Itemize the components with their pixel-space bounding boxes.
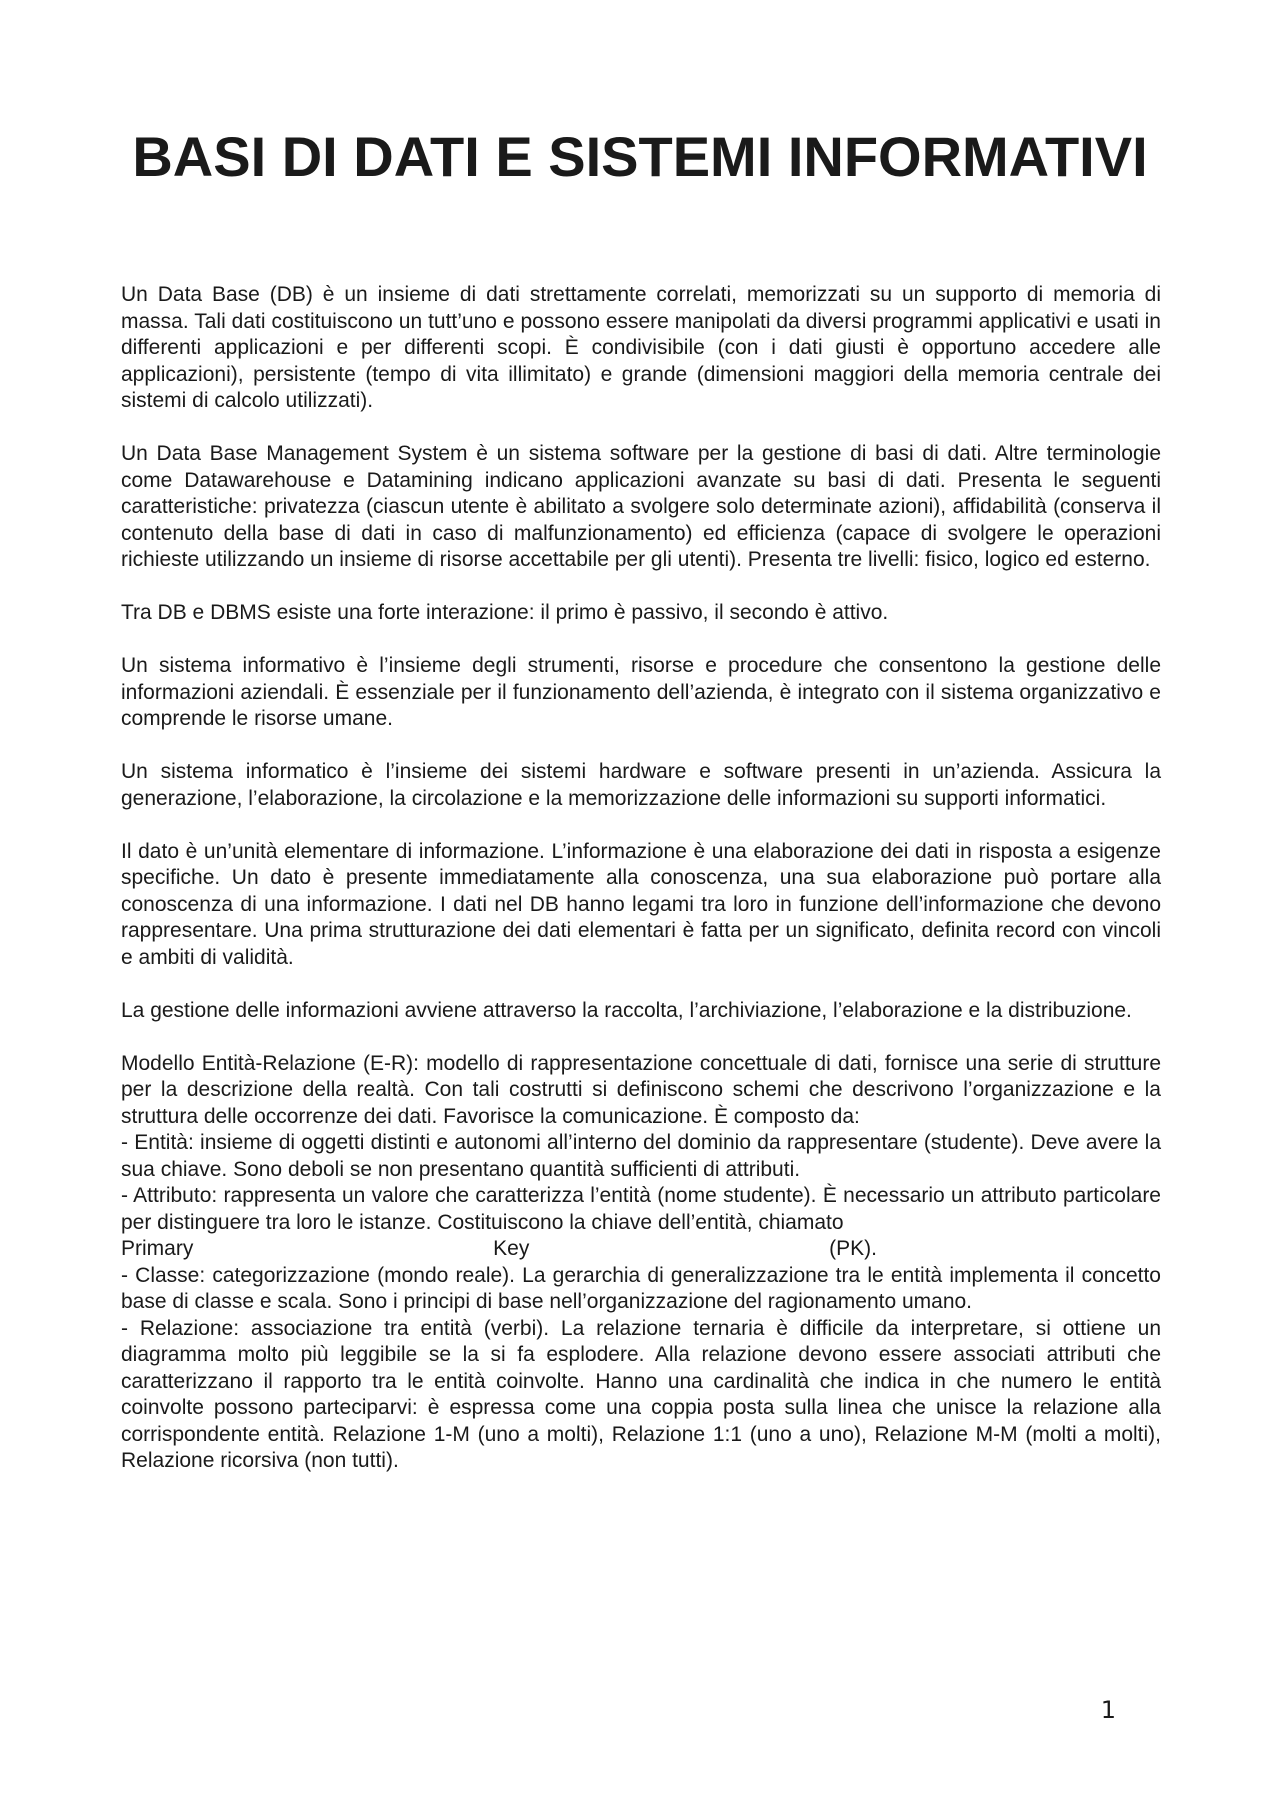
document-body	[121, 282, 1161, 1475]
paragraph-db-dbms-interaction: Tra DB e DBMS esiste una forte interazione: il primo è passivo, il secondo è attivo.	[121, 601, 889, 624]
primary-key-line	[121, 1236, 877, 1263]
er-components-list	[121, 1130, 1161, 1475]
pk-word-key: Key	[493, 1237, 530, 1260]
paragraph-gestione-informazioni: La gestione delle informazioni avviene attraverso la raccolta, l’archiviazione, l’elaborazione e la distribuzione.	[121, 998, 1132, 1022]
list-item-relazione: - Relazione: associazione tra entità (verbi). La relazione ternaria è difficile da interpretare, si ottiene un diagramma molto più leggibile se la si fa esplodere. Alla relazione devono essere associati attributi che caratterizzano il rapporto tra le entità coinvolte. Hanno una cardinalità che indica in che numero le entità coinvolte possono parteciparvi: è espressa come una coppia posta sulla linea che unisce la relazione alla corrispondente entità. Relazione 1-M (uno a molti), Relazione 1:1 (uno a uno), Relazione M-M (molti a molti), Relazione ricorsiva (non tutti).	[121, 1316, 1161, 1472]
paragraph-modello-er: Modello Entità-Relazione (E-R): modello di rappresentazione concettuale di dati, fornisce una serie di strutture per la descrizione della realtà. Con tali costrutti si definiscono schemi che descrivono l’organizzazione e la struttura delle occorrenze dei dati. Favorisce la comunicazione. È composto da:	[121, 1051, 1161, 1128]
page-number: 1	[1100, 1696, 1116, 1724]
paragraph-dato-informazione: Il dato è un’unità elementare di informazione. L’informazione è una elaborazione dei dati in risposta a esigenze specifiche. Un dato è presente immediatamente alla conoscenza, una sua elaborazione può portare alla conoscenza di una informazione. I dati nel DB hanno legami tra loro in funzione dell’informazione che devono rappresentare. Una prima strutturazione dei dati elementari è fatta per un significato, definita record con vincoli e ambiti di validità.	[121, 839, 1161, 969]
paragraph-dbms: Un Data Base Management System è un sistema software per la gestione di basi di dati. Altre terminologie come Datawarehouse e Datamining indicano applicazioni avanzate su basi di dati. Presenta le seguenti caratteristiche: privatezza (ciascun utente è abilitato a svolgere solo determinate azioni), affidabilità (conserva il contenuto della base di dati in caso di malfunzionamento) ed efficienza (capace di svolgere le operazioni richieste utilizzando un insieme di risorse accettabile per gli utenti). Presenta tre livelli: fisico, logico ed esterno.	[121, 442, 1161, 571]
pk-word-primary: Primary	[121, 1237, 194, 1260]
paragraph-sistema-informativo: Un sistema informativo è l’insieme degli strumenti, risorse e procedure che consentono la gestione delle informazioni aziendali. È essenziale per il funzionamento dell’azienda, è integrato con il sistema organizzativo e comprende le risorse umane.	[121, 654, 1161, 730]
list-item-attributo: - Attributo: rappresenta un valore che caratterizza l’entità (nome studente). È necessario un attributo particolare per distinguere tra loro le istanze. Costituiscono la chiave dell’entità, chiamato	[121, 1184, 1161, 1234]
document-title: BASI DI DATI E SISTEMI INFORMATIVI	[132, 125, 1148, 188]
paragraph-db-definition: Un Data Base (DB) è un insieme di dati strettamente correlati, memorizzati su un supporto di memoria di massa. Tali dati costituiscono un tutt’uno e possono essere manipolati da diversi programmi applicativi e usati in differenti applicazioni e per differenti scopi. È condivisibile (con i dati giusti è opportuno accedere alle applicazioni), persistente (tempo di vita illimitato) e grande (dimensioni maggiori della memoria centrale dei sistemi di calcolo utilizzati).	[121, 283, 1161, 412]
pk-word-abbrev: (PK).	[829, 1237, 877, 1260]
paragraph-sistema-informatico: Un sistema informatico è l’insieme dei sistemi hardware e software presenti in un’azienda. Assicura la generazione, l’elaborazione, la circolazione e la memorizzazione delle informazioni su supporti informatici.	[121, 760, 1161, 810]
list-item-classe: - Classe: categorizzazione (mondo reale). La gerarchia di generalizzazione tra le entità implementa il concetto base di classe e scala. Sono i principi di base nell’organizzazione del ragionamento umano.	[121, 1263, 1161, 1313]
list-item-entita: - Entità: insieme di oggetti distinti e autonomi all’interno del dominio da rappresentare (studente). Deve avere la sua chiave. Sono deboli se non presentano quantità sufficienti di attributi.	[121, 1131, 1161, 1181]
